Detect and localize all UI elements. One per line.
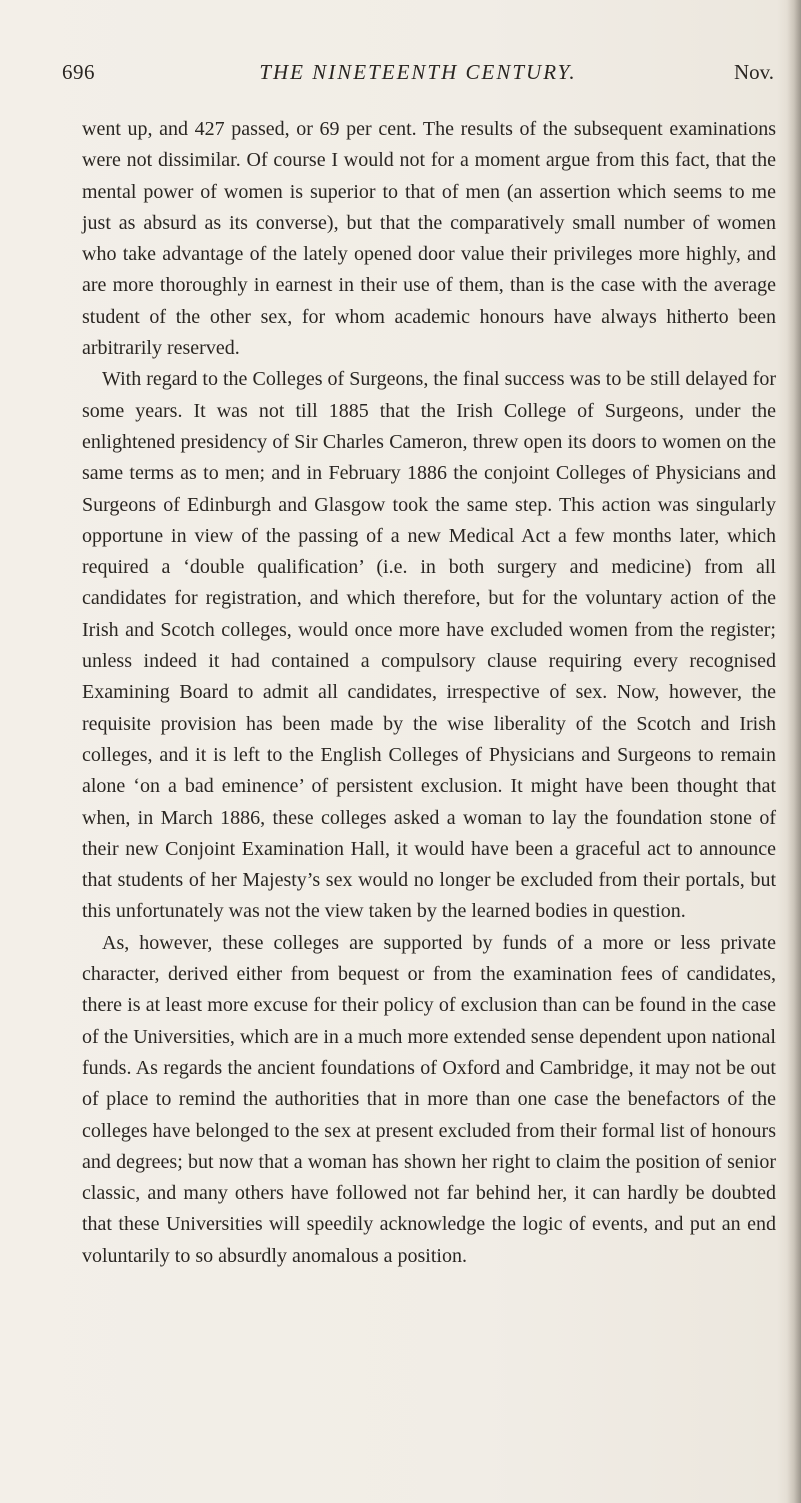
- paragraph-2: With regard to the Colleges of Surgeons, the final success was to be still delayed for some years. It was not till 1885 that the Irish College of Surgeons, under the enlightened presidency of Sir Charles Cameron, threw open its doors to women on the same terms as to men; and in February 1886 the conjoint Colleges of Physicians and Surgeons of Edinburgh and Glasgow took the same step. This action was singularly opportune in view of the passing of a new Medical Act a few months later, which required a ‘double qualification’ (i.e. in both surgery and medicine) from all candidates for registration, and which therefore, but for the voluntary action of the Irish and Scotch colleges, would once more have excluded women from the register; unless indeed it had contained a compulsory clause requiring every recognised Examining Board to admit all candidates, irrespective of sex. Now, however, the requisite provision has been made by the wise liberality of the Scotch and Irish colleges, and it is left to the English Colleges of Physicians and Surgeons to remain alone ‘on a bad eminence’ of persistent exclusion. It might have been thought that when, in March 1886, these colleges asked a woman to lay the foundation stone of their new Conjoint Examination Hall, it would have been a graceful act to announce that students of her Majesty’s sex would no longer be excluded from their portals, but this unfortunately was not the view taken by the learned bodies in question.: [82, 368, 776, 923]
- issue-month: Nov.: [733, 60, 774, 84]
- page-number: 696: [62, 60, 95, 84]
- running-header: [62, 60, 774, 94]
- page-edge-shadow: [787, 0, 801, 1503]
- article-body: [82, 114, 776, 1272]
- paragraph-3: As, however, these colleges are supported by funds of a more or less private character, derived either from bequest or from the examination fees of candidates, there is at least more excuse for their policy of exclusion than can be found in the case of the Universities, which are in a much more extended sense dependent upon national funds. As regards the ancient foundations of Oxford and Cambridge, it may not be out of place to remind the authorities that in more than one case the benefactors of the colleges have belonged to the sex at present excluded from their formal list of honours and degrees; but now that a woman has shown her right to claim the position of senior classic, and many others have followed not far behind her, it can hardly be doubted that these Universities will speedily acknowledge the logic of events, and put an end voluntarily to so absurdly anomalous a position.: [82, 931, 776, 1267]
- running-title: THE NINETEENTH CENTURY.: [259, 60, 577, 84]
- paragraph-1: went up, and 427 passed, or 69 per cent. The results of the subsequent examinations were not dissimilar. Of course I would not for a moment argue from this fact, that the mental power of women is superior to that of men (an assertion which seems to me just as absurd as its converse), but that the comparatively small number of women who take advantage of the lately opened door value their privileges more highly, and are more thoroughly in earnest in their use of them, than is the case with the average student of the other sex, for whom academic honours have always hitherto been arbitrarily reserved.: [82, 118, 776, 360]
